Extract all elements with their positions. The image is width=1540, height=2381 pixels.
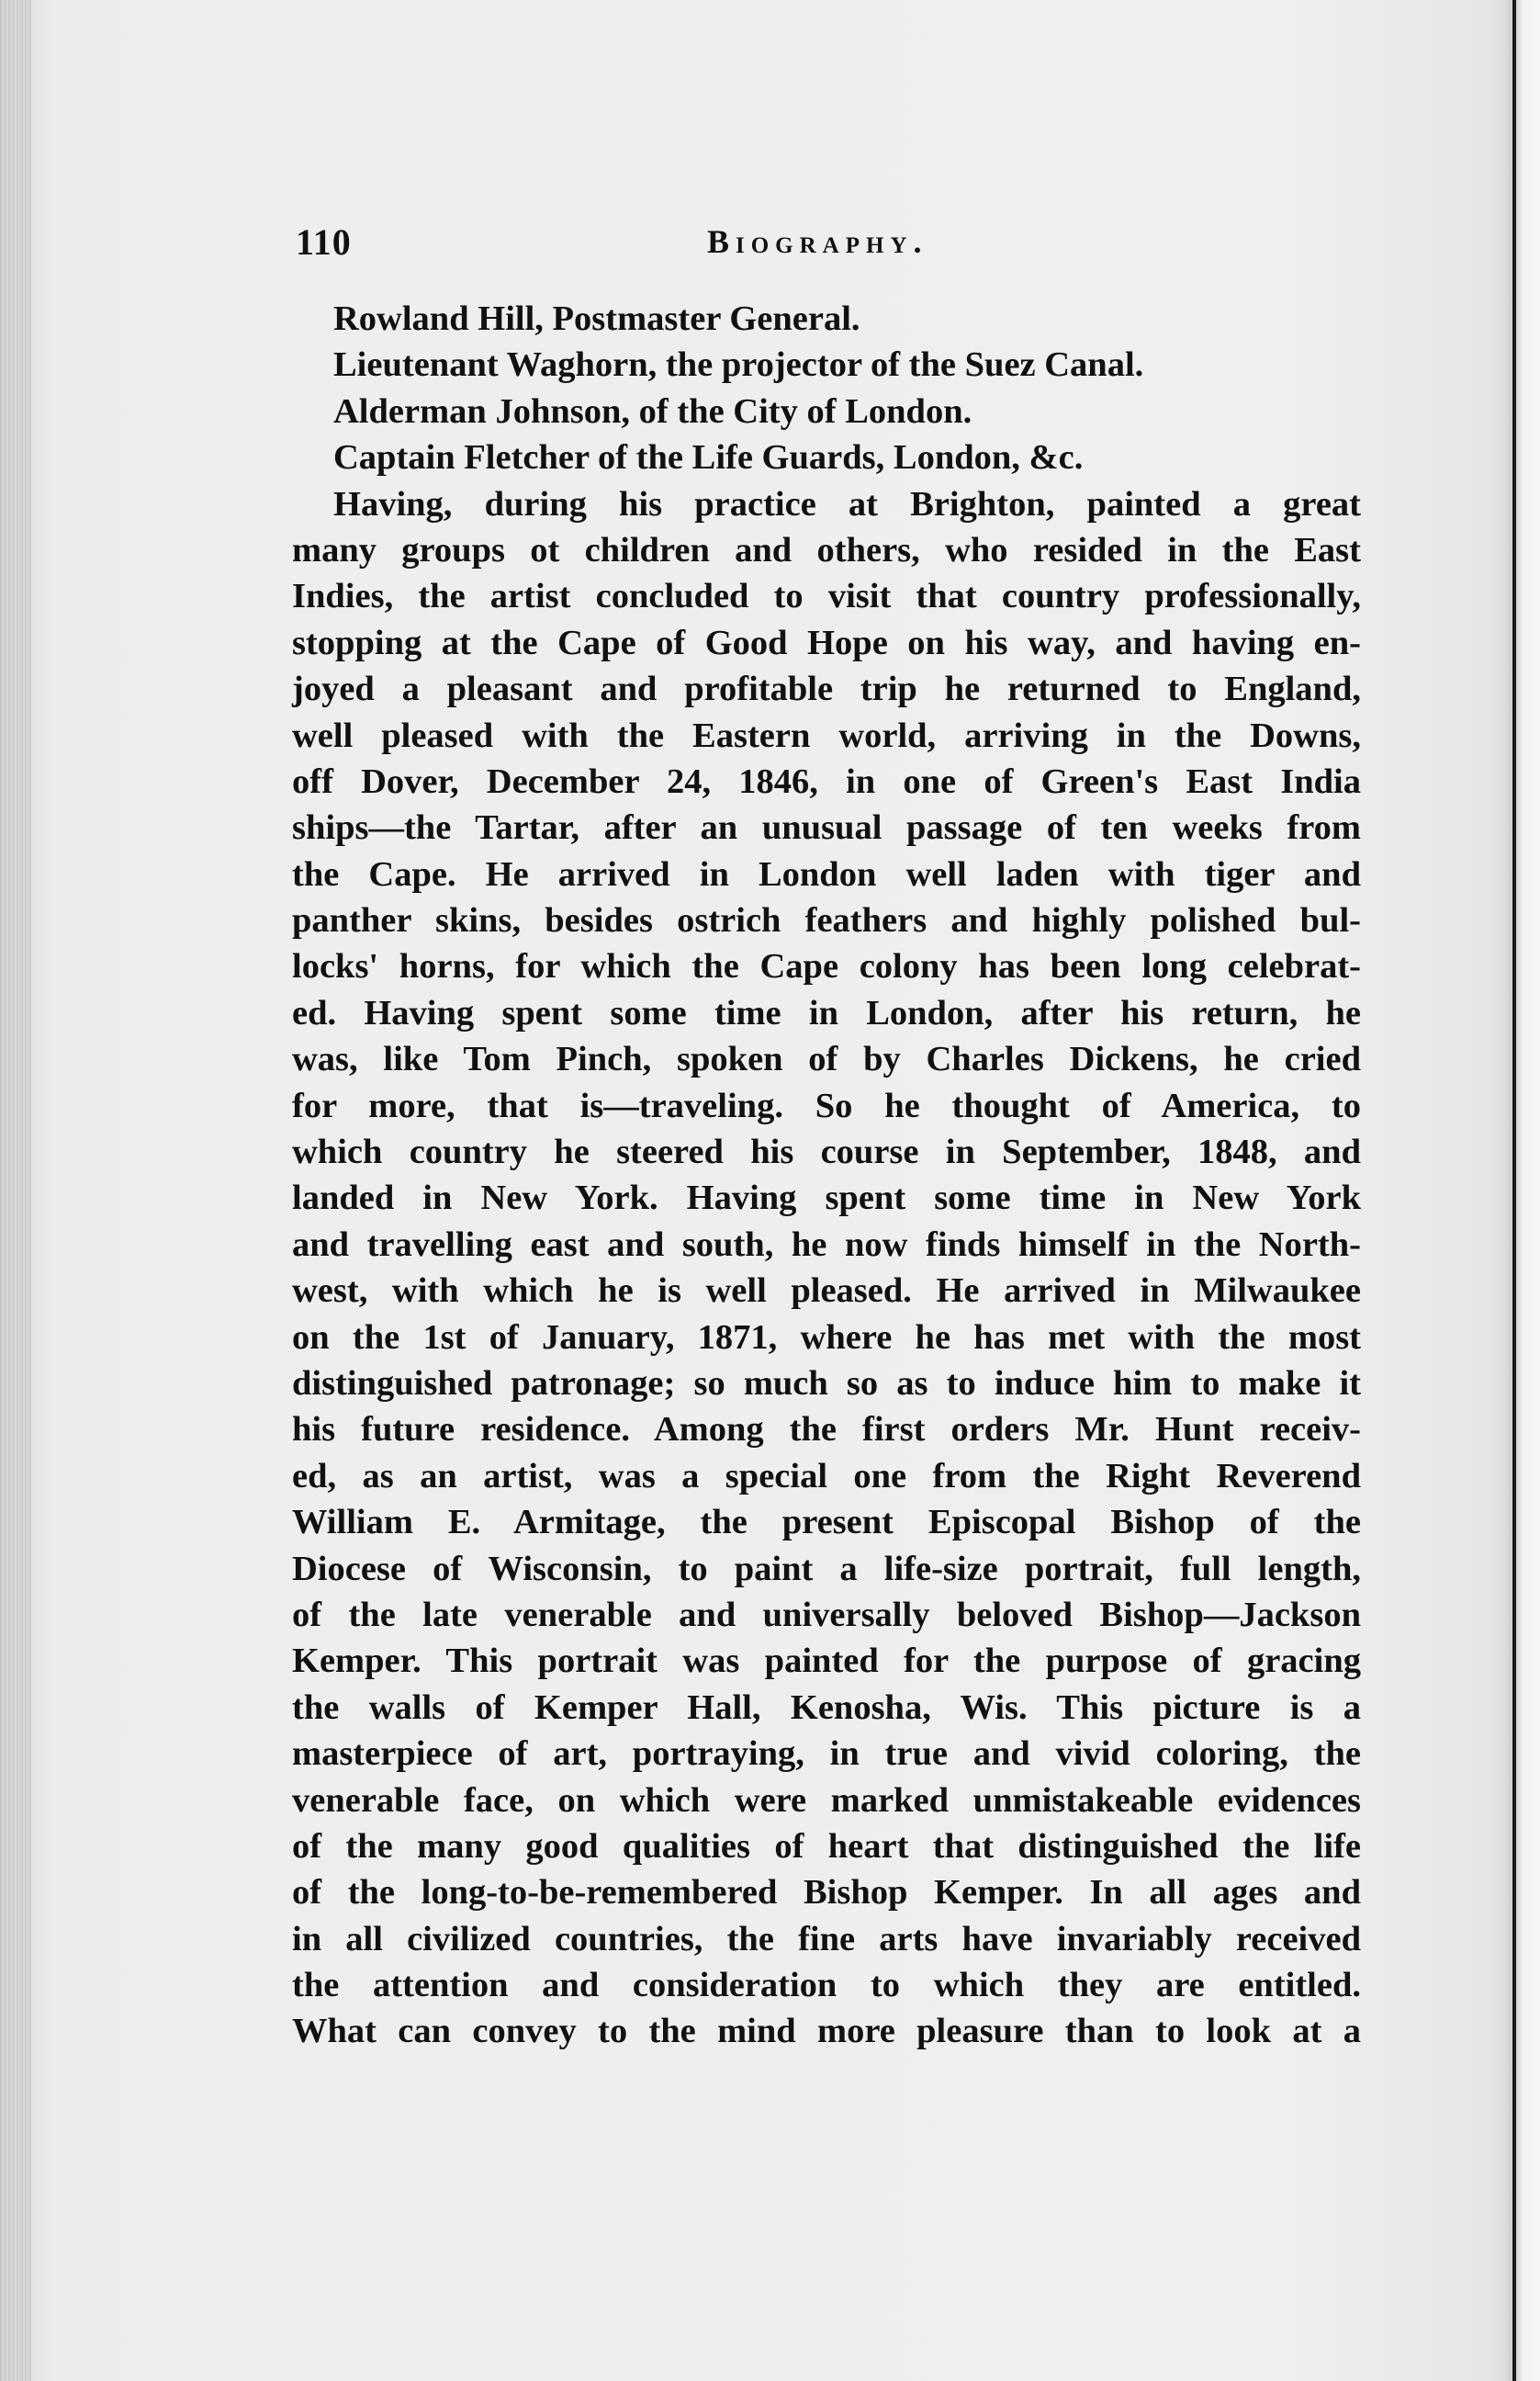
page-right-edge <box>1507 0 1540 2381</box>
text-line: many groups ot children and others, who resided in the East <box>292 530 1361 570</box>
text-line: on the 1st of January, 1871, where he has met with the most <box>292 1317 1361 1357</box>
text-line: Lieutenant Waghorn, the projector of the Suez Canal. <box>333 345 1144 385</box>
page-number: 110 <box>296 221 352 263</box>
text-line: the attention and consideration to which they are entitled. <box>292 1966 1361 2005</box>
text-line: the Cape. He arrived in London well laden with tiger and <box>292 854 1361 894</box>
text-line: joyed a pleasant and profitable trip he returned to England, <box>292 670 1361 709</box>
text-line: was, like Tom Pinch, spoken of by Charles Dickens, he cried <box>292 1040 1361 1079</box>
text-line: of the late venerable and universally beloved Bishop—Jackson <box>292 1595 1361 1634</box>
text-line: Kemper. This portrait was painted for the purpose of gracing <box>292 1642 1361 1681</box>
body-text <box>292 296 1361 2055</box>
text-line: stopping at the Cape of Good Hope on his way, and having en- <box>292 623 1361 662</box>
text-line: landed in New York. Having spent some time in New York <box>292 1179 1361 1218</box>
text-line: Alderman Johnson, of the City of London. <box>333 391 972 431</box>
text-line: Indies, the artist concluded to visit that country professionally, <box>292 577 1361 616</box>
text-line: of the many good qualities of heart that distinguished the life <box>292 1826 1361 1866</box>
text-line: for more, that is—traveling. So he thought of America, to <box>292 1086 1361 1125</box>
page-header <box>296 220 1361 266</box>
text-line: the walls of Kemper Hall, Kenosha, Wis. This picture is a <box>292 1687 1361 1727</box>
text-line: Captain Fletcher of the Life Guards, London, &c. <box>333 438 1084 478</box>
page-binding-edge <box>0 0 31 2381</box>
text-line: ed, as an artist, was a special one from the Right Reverend <box>292 1456 1361 1495</box>
text-line: well pleased with the Eastern world, arriving in the Downs, <box>292 716 1361 755</box>
text-line: Diocese of Wisconsin, to paint a life-size portrait, full length, <box>292 1549 1361 1588</box>
text-line: ed. Having spent some time in London, after his return, he <box>292 993 1361 1033</box>
text-line: and travelling east and south, he now finds himself in the North- <box>292 1224 1361 1264</box>
text-line: Rowland Hill, Postmaster General. <box>333 299 860 338</box>
text-line: of the long-to-be-remembered Bishop Kemper. In all ages and <box>292 1873 1361 1913</box>
text-line: west, with which he is well pleased. He arrived in Milwaukee <box>292 1271 1361 1311</box>
text-line: ships—the Tartar, after an unusual passage of ten weeks from <box>292 808 1361 848</box>
text-line: What can convey to the mind more pleasure than to look at a <box>292 2012 1361 2051</box>
text-line: in all civilized countries, the fine arts have invariably received <box>292 1919 1361 1958</box>
text-line: masterpiece of art, portraying, in true and vivid coloring, the <box>292 1734 1361 1774</box>
text-line: locks' horns, for which the Cape colony has been long celebrat- <box>292 947 1361 987</box>
text-line: off Dover, December 24, 1846, in one of Green's East India <box>292 762 1361 801</box>
text-line: distinguished patronage; so much so as to induce him to make it <box>292 1363 1361 1403</box>
text-line: Having, during his practice at Brighton, painted a great <box>333 484 1361 524</box>
text-line: venerable face, on which were marked unmistakeable evidences <box>292 1780 1361 1820</box>
text-line: panther skins, besides ostrich feathers and highly polished bul- <box>292 901 1361 941</box>
text-line: his future residence. Among the first orders Mr. Hunt receiv- <box>292 1410 1361 1450</box>
scan-edge-line <box>1512 0 1516 2381</box>
text-line: William E. Armitage, the present Episcopal Bishop of the <box>292 1503 1361 1542</box>
running-head: Biography. <box>707 223 928 260</box>
text-line: which country he steered his course in September, 1848, and <box>292 1133 1361 1172</box>
